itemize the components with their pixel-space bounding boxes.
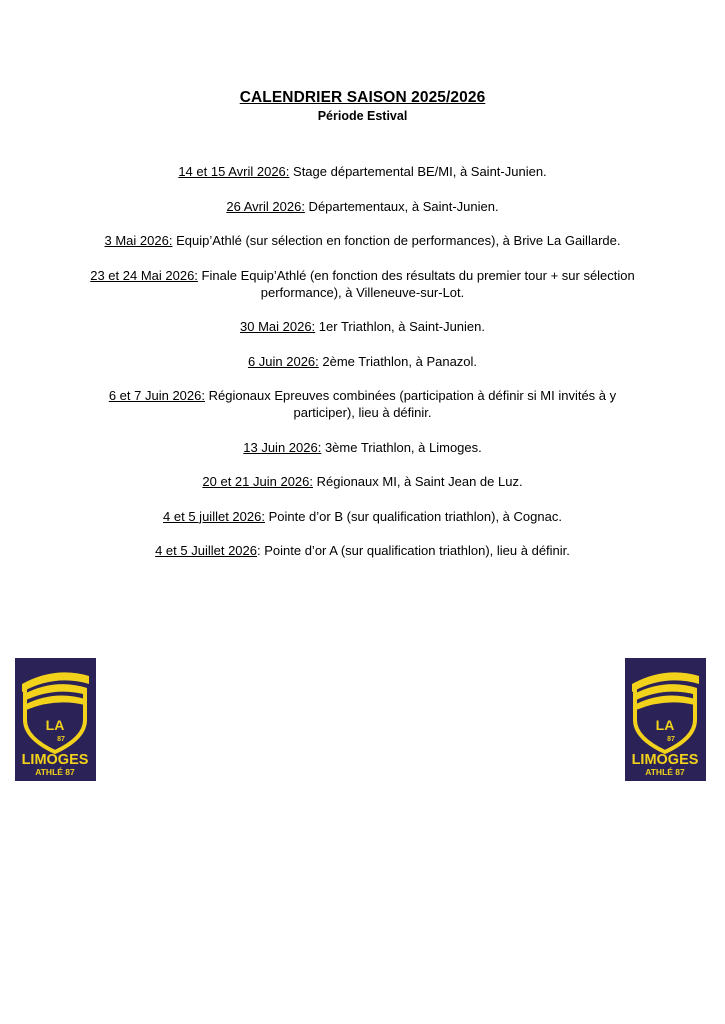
event-item — [90, 163, 635, 180]
page-subtitle: Période Estival — [317, 109, 408, 123]
event-item — [90, 439, 635, 456]
event-item — [90, 267, 635, 301]
event-date: 4 et 5 juillet 2026: — [163, 508, 265, 524]
event-date: 20 et 21 Juin 2026: — [202, 474, 313, 489]
page-title: CALENDRIER SAISON 2025/2026 — [239, 89, 486, 106]
club-logo-left — [15, 658, 96, 781]
event-list — [90, 163, 635, 577]
svg-text:87: 87 — [57, 736, 65, 743]
event-description: Equip’Athlé (sur sélection en fonction de performances), à Brive La Gaillarde. — [172, 233, 621, 248]
event-item — [90, 318, 635, 335]
event-description: Pointe d’or B (sur qualification triathlon), à Cognac. — [264, 508, 562, 524]
club-logo-right — [625, 658, 706, 781]
event-date: 6 et 7 Juin 2026: — [108, 388, 205, 403]
event-description: 2ème Triathlon, à Panazol. — [318, 353, 478, 369]
event-date: 6 Juin 2026: — [247, 353, 319, 369]
event-description: Départementaux, à Saint-Junien. — [304, 198, 499, 214]
svg-text:LIMOGES: LIMOGES — [21, 752, 89, 768]
svg-text:LA: LA — [655, 717, 675, 733]
event-item — [90, 473, 635, 490]
event-date: 30 Mai 2026: — [240, 319, 316, 334]
event-item — [90, 508, 635, 525]
event-description: : Pointe d’or A (sur qualification triathlon), lieu à définir. — [257, 543, 570, 558]
svg-text:ATHLÉ 87: ATHLÉ 87 — [35, 767, 75, 777]
event-description: Régionaux Epreuves combinées (participation à définir si MI invités à y participer), lieu à définir. — [204, 388, 617, 420]
svg-text:LA: LA — [45, 717, 65, 733]
event-item — [90, 387, 635, 421]
event-item — [90, 542, 635, 559]
event-description: Finale Equip’Athlé (en fonction des résultats du premier tour + sur sélection performance), à Villeneuve-sur-Lot. — [197, 267, 635, 300]
event-item — [90, 198, 635, 215]
event-description: 3ème Triathlon, à Limoges. — [321, 439, 482, 455]
event-date: 4 et 5 Juillet 2026 — [155, 543, 257, 558]
svg-text:ATHLÉ 87: ATHLÉ 87 — [645, 767, 685, 777]
event-description: 1er Triathlon, à Saint-Junien. — [315, 319, 485, 334]
event-description: Régionaux MI, à Saint Jean de Luz. — [313, 474, 523, 489]
event-date: 23 et 24 Mai 2026: — [90, 267, 198, 283]
svg-text:87: 87 — [667, 736, 675, 743]
svg-text:LIMOGES: LIMOGES — [631, 752, 699, 768]
event-date: 26 Avril 2026: — [226, 198, 305, 214]
event-date: 13 Juin 2026: — [243, 439, 322, 455]
event-description: Stage départemental BE/MI, à Saint-Junien. — [289, 164, 547, 179]
event-date: 3 Mai 2026: — [104, 233, 173, 248]
event-item — [90, 353, 635, 370]
event-item — [90, 232, 635, 249]
event-date: 14 et 15 Avril 2026: — [178, 164, 290, 179]
